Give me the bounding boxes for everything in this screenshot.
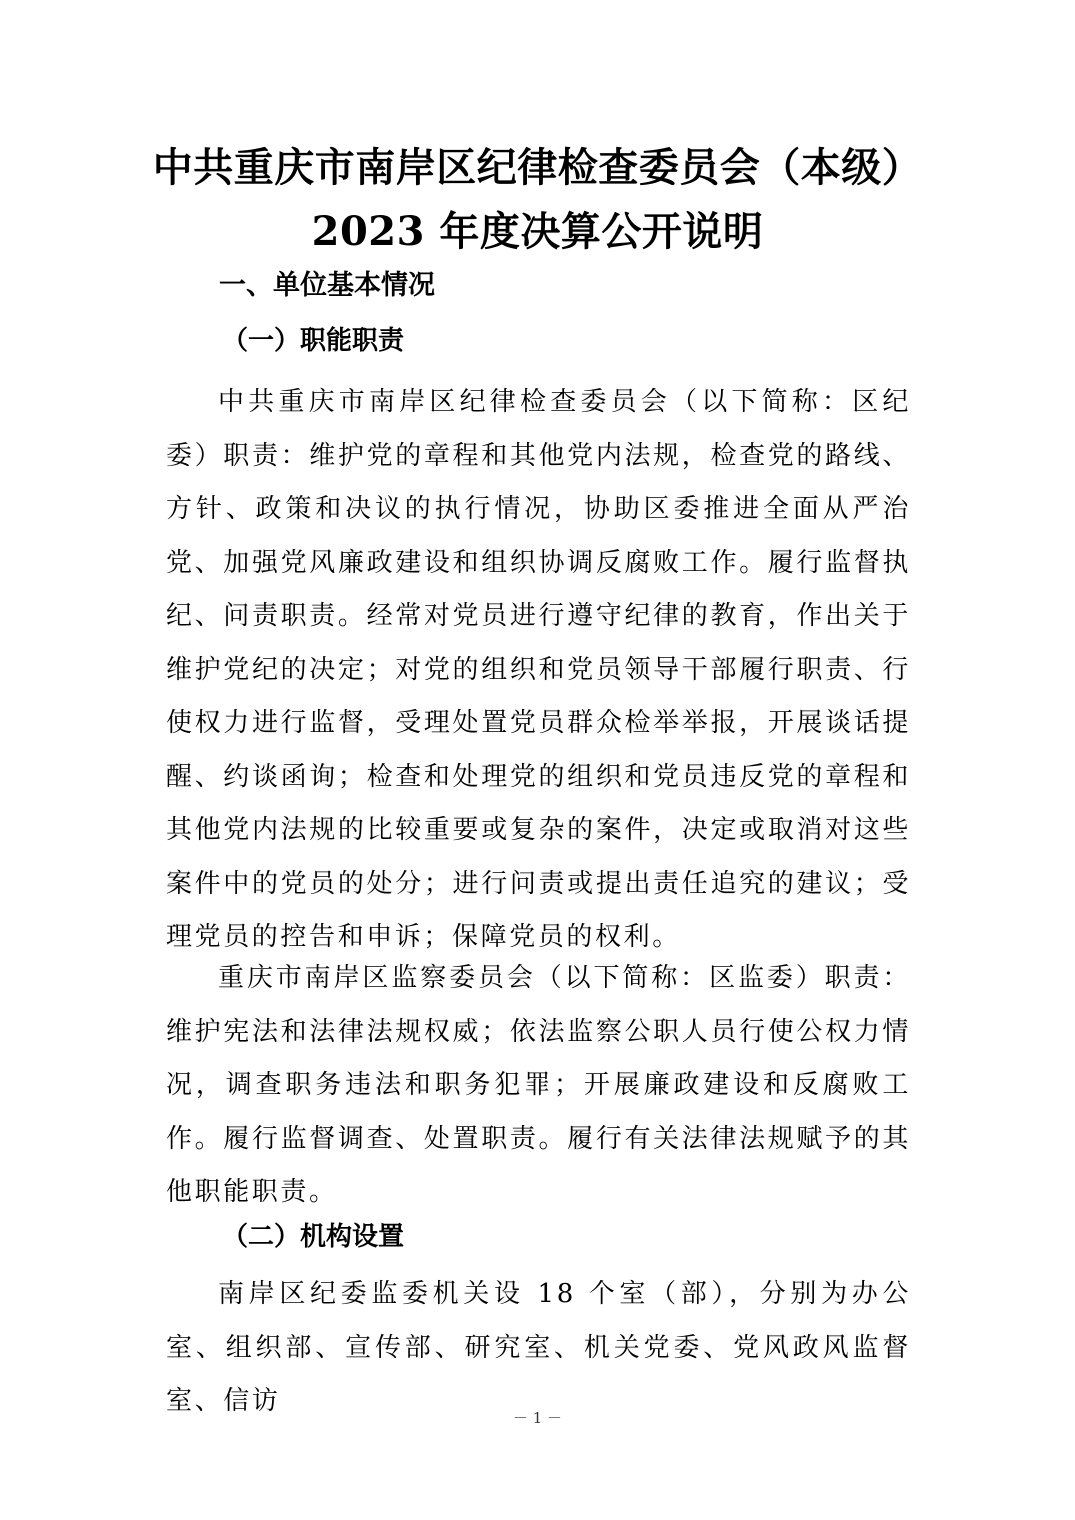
page-number: － 1 － <box>512 1409 563 1427</box>
paragraph-supervision-commission-duties: 重庆市南岸区监察委员会（以下简称：区监委）职责：维护宪法和法律法规权威；依法监察公职人员行使公权力情况，调查职务违法和职务犯罪；开展廉政建设和反腐败工作。履行监督调查、处置职责。履行有关法律法规赋予的其他职能职责。 <box>166 963 911 1207</box>
subsection-heading-organization: （二）机构设置 <box>222 1222 405 1252</box>
document-title-line-2: 2023 年度决算公开说明 <box>311 208 764 255</box>
section-heading-basic-info: 一、单位基本情况 <box>219 270 435 301</box>
subsection-heading-functions: （一）职能职责 <box>222 326 405 356</box>
paragraph-organization-setup: 南岸区纪委监委机关设 18 个室（部），分别为办公室、组织部、宣传部、研究室、机关党委、党风政风监督室、信访 <box>166 1279 911 1416</box>
document-title-line-1: 中共重庆市南岸区纪律检查委员会（本级） <box>152 144 923 191</box>
paragraph-discipline-commission-duties: 中共重庆市南岸区纪律检查委员会（以下简称：区纪委）职责：维护党的章程和其他党内法规，检查党的路线、方针、政策和决议的执行情况，协助区委推进全面从严治党、加强党风廉政建设和组织协调反腐败工作。履行监督执纪、问责职责。经常对党员进行遵守纪律的教育，作出关于维护党纪的决定；对党的组织和党员领导干部履行职责、行使权力进行监督，受理处置党员群众检举举报，开展谈话提醒、约谈函询；检查和处理党的组织和党员违反党的章程和其他党内法规的比较重要或复杂的案件，决定或取消对这些案件中的党员的处分；进行问责或提出责任追究的建议；受理党员的控告和申诉；保障党员的权利。 <box>166 387 911 952</box>
